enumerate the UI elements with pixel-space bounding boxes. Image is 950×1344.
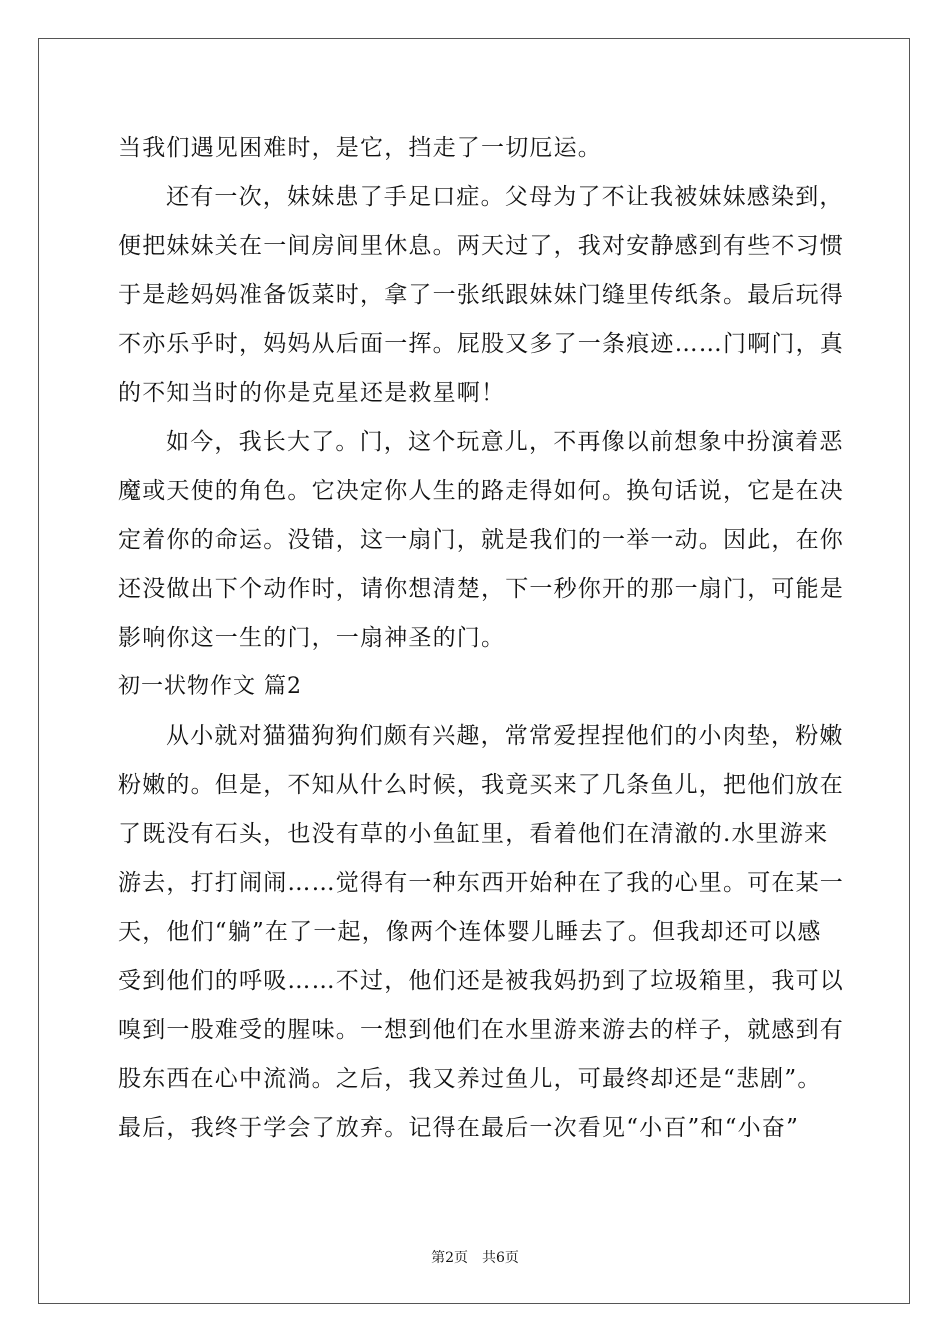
text-line: 还没做出下个动作时，请你想清楚，下一秒你开的那一扇门，可能是 [118, 576, 844, 602]
text-line: 天，他们“躺”在了一起，像两个连体婴儿睡去了。但我却还可以感 [118, 919, 822, 945]
text-line: 不亦乐乎时，妈妈从后面一挥。屁股又多了一条痕迹……门啊门，真 [118, 331, 844, 357]
paragraph-start-line: 从小就对猫猫狗狗们颇有兴趣，常常爱捏捏他们的小肉垫，粉嫩 [166, 723, 844, 749]
document-body [118, 128, 844, 1157]
text-line: 便把妹妹关在一间房间里休息。两天过了，我对安静感到有些不习惯 [118, 233, 844, 259]
text-line: 的不知当时的你是克星还是救星啊！ [118, 380, 506, 406]
section-heading: 初一状物作文 篇2 [118, 674, 302, 699]
text-line: 股东西在心中流淌。之后，我又养过鱼儿，可最终却还是“悲剧”。 [118, 1066, 822, 1092]
text-line: 影响你这一生的门，一扇神圣的门。 [118, 625, 506, 651]
text-line: 魔或天使的角色。它决定你人生的路走得如何。换句话说，它是在决 [118, 478, 844, 504]
text-line: 最后，我终于学会了放弃。记得在最后一次看见“小百”和“小奋” [118, 1115, 800, 1141]
text-line: 粉嫩的。但是，不知从什么时候，我竟买来了几条鱼儿，把他们放在 [118, 772, 844, 798]
paragraph-start-line: 如今，我长大了。门，这个玩意儿，不再像以前想象中扮演着恶 [166, 429, 844, 455]
text-line: 于是趁妈妈准备饭菜时，拿了一张纸跟妹妹门缝里传纸条。最后玩得 [118, 282, 844, 308]
text-line: 受到他们的呼吸……不过，他们还是被我妈扔到了垃圾箱里，我可以 [118, 968, 844, 994]
text-line: 当我们遇见困难时，是它，挡走了一切厄运。 [118, 135, 602, 161]
text-line: 游去，打打闹闹……觉得有一种东西开始种在了我的心里。可在某一 [118, 870, 844, 896]
page-number: 第2页 共6页 [431, 1250, 519, 1266]
paragraph-start-line: 还有一次，妹妹患了手足口症。父母为了不让我被妹妹感染到， [166, 184, 844, 210]
text-line: 了既没有石头，也没有草的小鱼缸里，看着他们在清澈的.水里游来 [118, 821, 829, 847]
text-line: 嗅到一股难受的腥味。一想到他们在水里游来游去的样子，就感到有 [118, 1017, 844, 1043]
text-line: 定着你的命运。没错，这一扇门，就是我们的一举一动。因此，在你 [118, 527, 844, 553]
